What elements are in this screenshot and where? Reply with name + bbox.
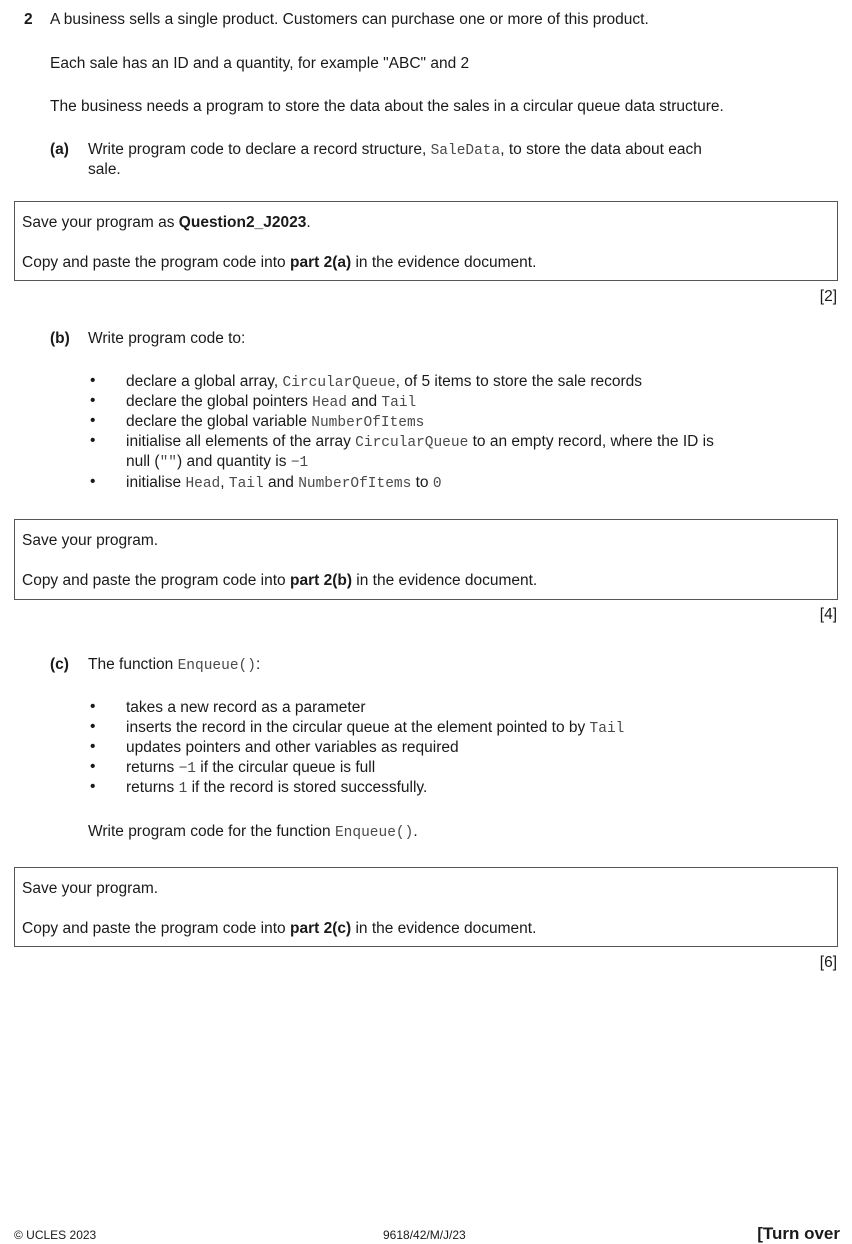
footer-turn-over: [Turn over (757, 1224, 840, 1243)
part-a-box-line-1-pre: Save your program as (22, 214, 179, 231)
part-c-c5-post: if the record is stored successfully. (187, 779, 428, 796)
part-b-box-line-2 (22, 572, 537, 590)
part-a-box-line-2-pre: Copy and paste the program code into (22, 254, 290, 271)
bullet-icon: • (90, 412, 96, 429)
part-b-b1-post: , of 5 items to store the sale records (395, 373, 643, 390)
part-b-bullet-2 (126, 392, 416, 413)
part-a-text-2: , to store the data about each (500, 141, 702, 158)
bullet-icon: • (90, 718, 96, 735)
part-b-b5-code-1: Head (185, 476, 221, 492)
part-b-b5-and: and (263, 474, 299, 491)
part-b-b4-l2-code-2: −1 (290, 455, 309, 471)
part-b-b2-pre: declare the global pointers (126, 393, 313, 410)
part-a-box-filename: Question2_J2023 (178, 214, 307, 231)
part-b-b5-code-4: 0 (432, 476, 442, 492)
part-c-instruction-box (14, 867, 838, 947)
part-c-c4-code: −1 (178, 761, 196, 777)
part-b-b5-comma: , (220, 474, 229, 491)
question-intro-3: The business needs a program to store the data about the sales in a circular queue data structure. (50, 98, 724, 115)
part-a-box-line-1 (22, 214, 311, 232)
part-c-box-line-2 (22, 920, 536, 938)
part-c-bullet-1: takes a new record as a parameter (126, 699, 366, 716)
part-c-intro-pre: The function (88, 656, 178, 673)
part-b-bullet-1 (126, 372, 642, 393)
part-c-c2-code: Tail (589, 721, 625, 737)
bullet-icon: • (90, 473, 96, 490)
part-a-code-1: SaleData (430, 143, 501, 159)
part-b-b4-code: CircularQueue (355, 435, 469, 451)
part-c-c4-post: if the circular queue is full (195, 759, 376, 776)
part-b-box-line-2-pre: Copy and paste the program code into (22, 572, 290, 589)
part-c-bullet-2 (126, 718, 624, 739)
part-b-box-line-2-post: in the evidence document. (351, 572, 538, 589)
part-b-b2-code-1: Head (312, 395, 347, 411)
part-a-box-part-ref: part 2(a) (289, 254, 352, 271)
part-b-intro: Write program code to: (88, 330, 246, 347)
part-c-bullet-5 (126, 778, 427, 799)
question-intro-1: A business sells a single product. Customers can purchase one or more of this product. (50, 11, 649, 28)
part-b-b5-code-3: NumberOfItems (298, 476, 412, 492)
part-a-text-line1 (88, 140, 702, 161)
part-b-bullet-5 (126, 473, 442, 494)
question-number: 2 (24, 11, 33, 28)
part-b-b4-post: to an empty record, where the ID is (468, 433, 714, 450)
part-b-b3-pre: declare the global variable (126, 413, 312, 430)
part-b-b4-l2-code: "" (159, 455, 178, 471)
part-b-b4-l2-pre: null ( (126, 453, 160, 470)
footer-copyright: © UCLES 2023 (14, 1228, 97, 1242)
part-c-box-part-ref: part 2(c) (289, 920, 352, 937)
bullet-icon: • (90, 372, 96, 389)
part-b-instruction-box (14, 519, 838, 600)
part-c-write-instruction (88, 822, 418, 843)
part-a-marks: [2] (819, 288, 837, 305)
part-c-box-line-2-post: in the evidence document. (351, 920, 537, 937)
part-a-box-line-1-post: . (306, 214, 311, 231)
part-c-c4-pre: returns (126, 759, 179, 776)
part-c-write-pre: Write program code for the function (88, 823, 335, 840)
bullet-icon: • (90, 392, 96, 409)
bullet-icon: • (90, 698, 96, 715)
part-b-b2-and: and (346, 393, 382, 410)
footer-paper-code: 9618/42/M/J/23 (383, 1228, 466, 1242)
part-a-text-1: Write program code to declare a record structure, (88, 141, 431, 158)
part-a-instruction-box (14, 201, 838, 281)
part-b-marks: [4] (819, 606, 837, 623)
bullet-icon: • (90, 758, 96, 775)
question-intro-2: Each sale has an ID and a quantity, for example "ABC" and 2 (50, 55, 470, 72)
part-c-intro (88, 655, 260, 676)
part-c-c5-code: 1 (178, 781, 188, 797)
part-b-label: (b) (50, 330, 70, 347)
part-b-b1-code: CircularQueue (282, 375, 396, 391)
part-c-box-line-2-pre: Copy and paste the program code into (22, 920, 290, 937)
part-b-b5-code-2: Tail (228, 476, 264, 492)
part-b-box-line-1: Save your program. (22, 532, 159, 549)
bullet-icon: • (90, 432, 96, 449)
part-a-text-line2: sale. (88, 161, 121, 178)
part-b-b4-l2-mid: ) and quantity is (177, 453, 291, 470)
part-b-b5-pre: initialise (126, 474, 186, 491)
part-a-box-line-2 (22, 254, 536, 272)
part-c-box-line-1: Save your program. (22, 880, 159, 897)
part-c-bullet-3: updates pointers and other variables as required (126, 739, 459, 756)
part-c-label: (c) (50, 656, 69, 673)
part-c-intro-post: : (255, 656, 261, 673)
part-b-bullet-3 (126, 412, 424, 433)
part-c-marks: [6] (819, 954, 837, 971)
part-c-c2-pre: inserts the record in the circular queue at the element pointed to by (126, 719, 590, 736)
part-b-b1-pre: declare a global array, (126, 373, 283, 390)
part-c-write-code: Enqueue() (334, 825, 414, 841)
part-a-box-line-2-post: in the evidence document. (351, 254, 537, 271)
bullet-icon: • (90, 738, 96, 755)
part-c-write-post: . (413, 823, 418, 840)
part-c-c5-pre: returns (126, 779, 179, 796)
bullet-icon: • (90, 778, 96, 795)
part-b-box-part-ref: part 2(b) (289, 572, 352, 589)
part-b-b5-to: to (411, 474, 433, 491)
part-c-bullet-4 (126, 758, 375, 779)
part-a-label: (a) (50, 141, 69, 158)
part-b-bullet-4 (126, 432, 714, 453)
part-b-b3-code: NumberOfItems (311, 415, 425, 431)
part-b-bullet-4-line-2 (126, 452, 308, 473)
part-b-b2-code-2: Tail (381, 395, 417, 411)
part-b-b4-pre: initialise all elements of the array (126, 433, 356, 450)
part-c-intro-code: Enqueue() (177, 658, 256, 674)
